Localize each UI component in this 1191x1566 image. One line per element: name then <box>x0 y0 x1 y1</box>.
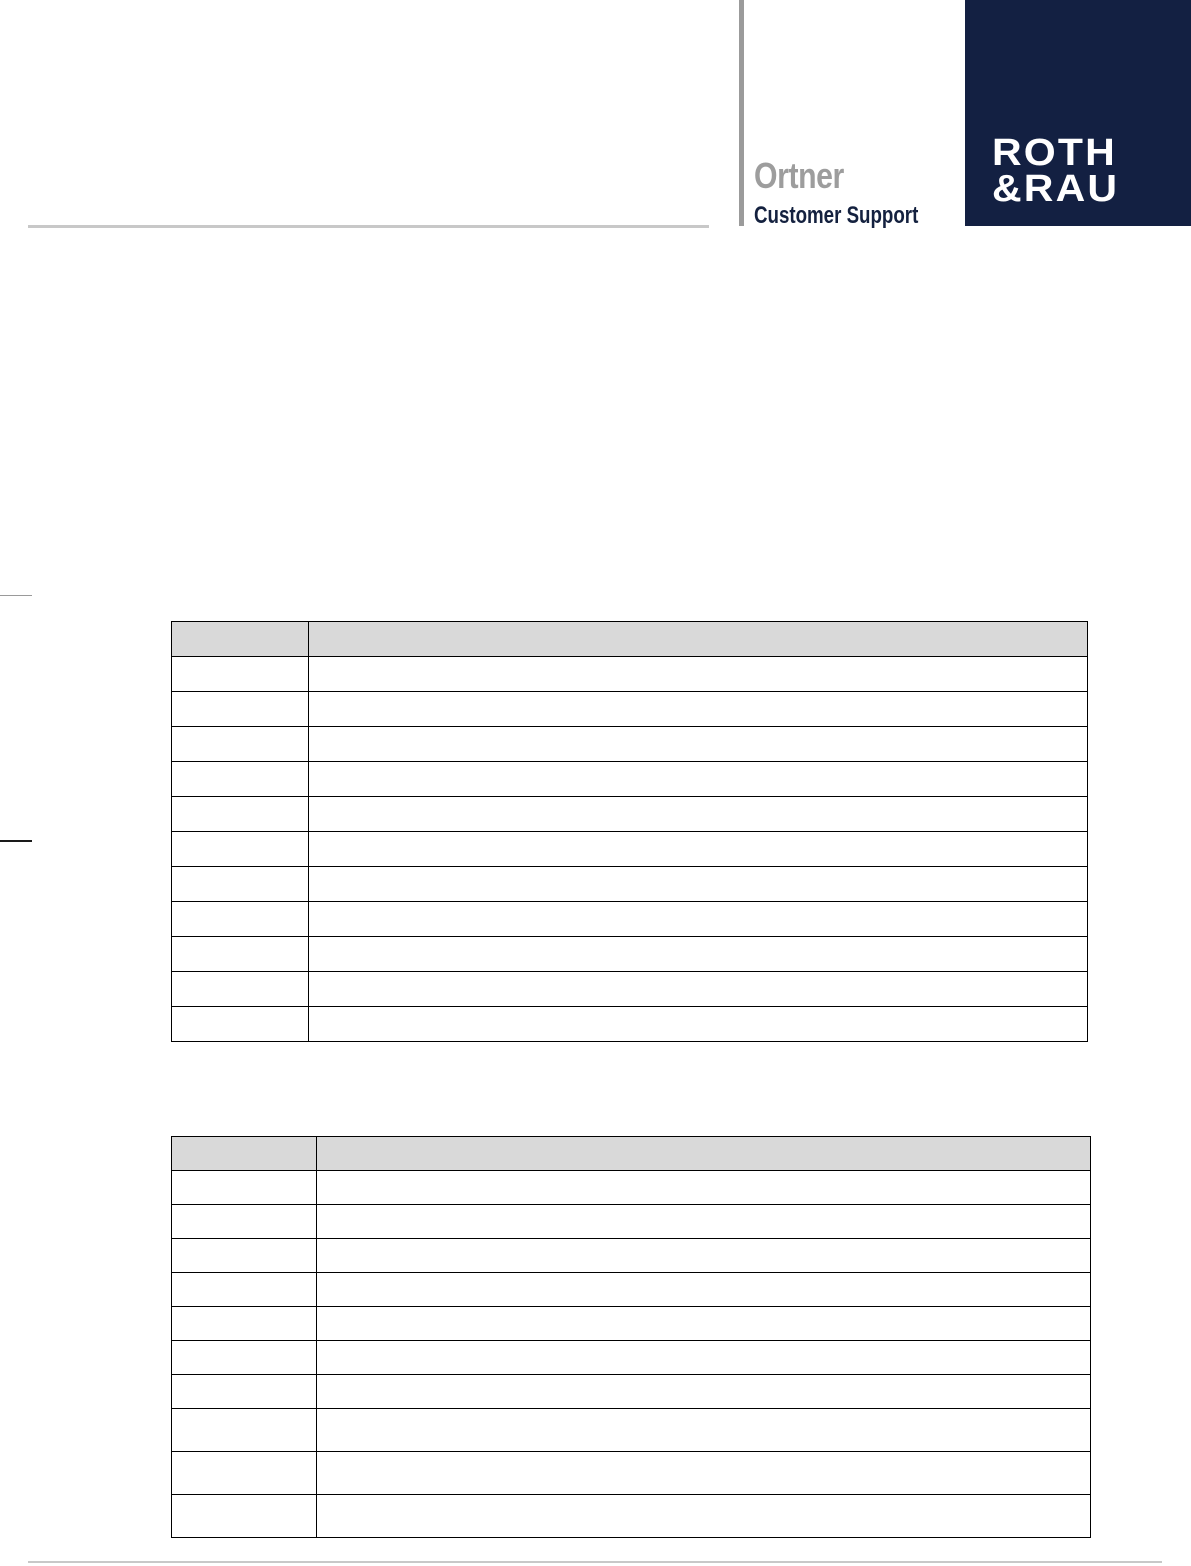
table-2 <box>171 1136 1091 1538</box>
header-divider-bar <box>739 0 744 226</box>
header-cell <box>172 622 309 657</box>
table-cell <box>172 1409 317 1452</box>
header-cell <box>309 622 1088 657</box>
table-cell <box>309 937 1088 972</box>
table-cell <box>317 1205 1091 1239</box>
header-rule <box>28 225 709 228</box>
logo-line-1: ROTH <box>992 132 1117 174</box>
table-header-row <box>172 622 1088 657</box>
table-row <box>172 692 1088 727</box>
table-row <box>172 902 1088 937</box>
table-row <box>172 1007 1088 1042</box>
table-cell <box>172 867 309 902</box>
company-name: Ortner <box>754 155 844 196</box>
table-cell <box>172 1239 317 1273</box>
table-cell <box>172 657 309 692</box>
table-cell <box>309 727 1088 762</box>
table-cell <box>172 1495 317 1538</box>
table-1 <box>171 621 1088 1042</box>
table-row <box>172 1452 1091 1495</box>
table-cell <box>172 1452 317 1495</box>
table-row <box>172 797 1088 832</box>
table-cell <box>172 832 309 867</box>
table-row <box>172 867 1088 902</box>
table-cell <box>317 1452 1091 1495</box>
table-cell <box>172 727 309 762</box>
table-cell <box>172 692 309 727</box>
table-row <box>172 1375 1091 1409</box>
table-cell <box>172 1341 317 1375</box>
table-cell <box>317 1375 1091 1409</box>
table-cell <box>172 1007 309 1042</box>
table-row <box>172 1239 1091 1273</box>
table-row <box>172 657 1088 692</box>
table-cell <box>309 797 1088 832</box>
roth-rau-logo <box>965 0 1191 226</box>
table-cell <box>309 692 1088 727</box>
table-cell <box>172 1307 317 1341</box>
table-cell <box>309 1007 1088 1042</box>
table-header-row <box>172 1137 1091 1171</box>
table-cell <box>172 972 309 1007</box>
table-cell <box>317 1495 1091 1538</box>
table-cell <box>317 1409 1091 1452</box>
table-cell <box>317 1273 1091 1307</box>
table-cell <box>309 832 1088 867</box>
header-cell <box>172 1137 317 1171</box>
table-cell <box>172 762 309 797</box>
table-row <box>172 1171 1091 1205</box>
table-row <box>172 972 1088 1007</box>
table-cell <box>317 1341 1091 1375</box>
table-row <box>172 1341 1091 1375</box>
table-cell <box>172 1375 317 1409</box>
table-cell <box>309 657 1088 692</box>
table-cell <box>317 1239 1091 1273</box>
table-cell <box>317 1171 1091 1205</box>
table-row <box>172 1307 1091 1341</box>
table-cell <box>172 902 309 937</box>
table-row <box>172 937 1088 972</box>
table-cell <box>317 1307 1091 1341</box>
table-row <box>172 1273 1091 1307</box>
table-row <box>172 1205 1091 1239</box>
table-row <box>172 832 1088 867</box>
table-row <box>172 1409 1091 1452</box>
table-cell <box>309 902 1088 937</box>
table-cell <box>172 1171 317 1205</box>
table-row <box>172 762 1088 797</box>
punch-mark <box>0 840 32 842</box>
table-cell <box>172 1273 317 1307</box>
table-cell <box>309 762 1088 797</box>
header-cell <box>317 1137 1091 1171</box>
table-cell <box>172 937 309 972</box>
table-cell <box>309 867 1088 902</box>
table-cell <box>309 972 1088 1007</box>
table-row <box>172 1495 1091 1538</box>
table-row <box>172 727 1088 762</box>
table-cell <box>172 797 309 832</box>
fold-mark <box>0 595 32 596</box>
footer-rule <box>28 1561 1162 1563</box>
logo-line-2: &RAU <box>992 168 1120 210</box>
department-name: Customer Support <box>754 202 919 229</box>
table-cell <box>172 1205 317 1239</box>
